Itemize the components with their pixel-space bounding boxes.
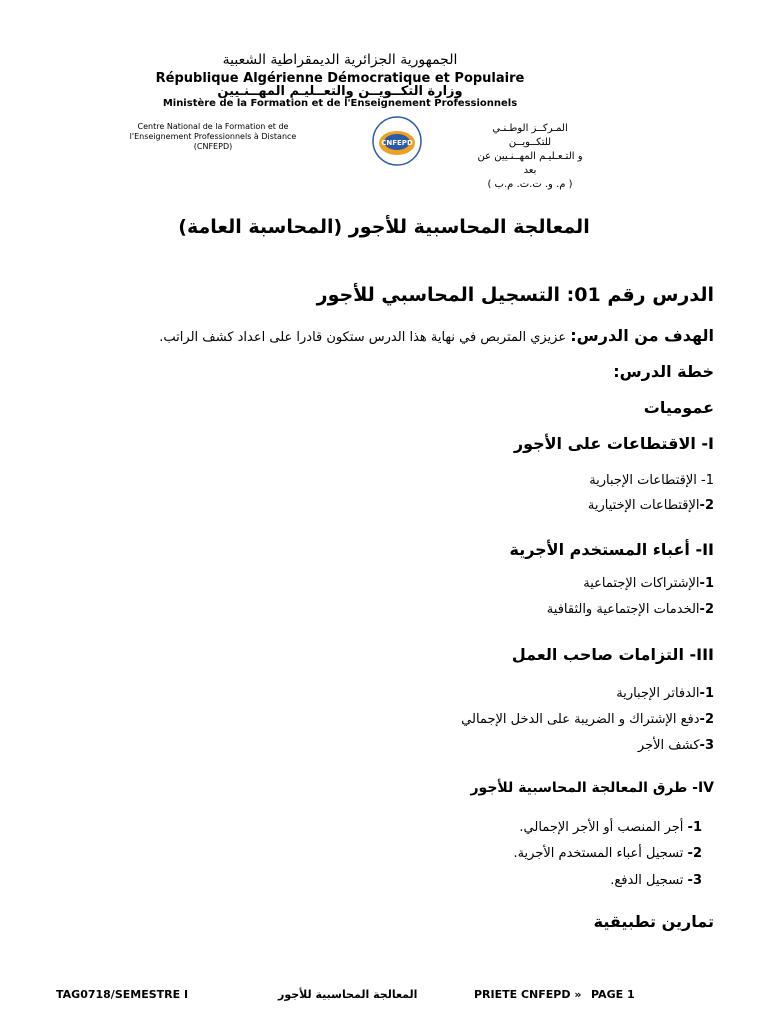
item-text: الإقتطاعات الإجبارية [589, 473, 702, 488]
list-item [461, 712, 714, 727]
centre-name-french [108, 122, 318, 152]
list-item [547, 602, 714, 617]
list-item [610, 873, 702, 888]
section-4-number: IV- [692, 780, 714, 796]
list-item [513, 846, 702, 861]
logo-text: CNFEPD [381, 139, 413, 147]
item-text: أجر المنصب أو الأجر الإجمالي. [519, 820, 688, 835]
list-item [588, 498, 714, 513]
item-number: 3- [699, 738, 714, 753]
objective-text: عزيزي المتربص في نهاية هذا الدرس ستكون قادرا على اعداد كشف الراتب. [159, 330, 571, 345]
section-2-number: II- [695, 540, 714, 559]
item-text: الخدمات الإجتماعية والثقافية [546, 602, 700, 617]
footer-owner: PRIETE CNFEPD » [474, 988, 582, 1001]
list-item [616, 686, 714, 701]
item-number: 2- [699, 602, 714, 617]
section-3-heading [512, 645, 714, 664]
list-item [519, 820, 702, 835]
section-4-title: طرق المعالجة المحاسبية للأجور [470, 780, 693, 796]
section-2-title: أعباء المستخدم الأجرية [509, 540, 696, 559]
item-number: 1- [687, 820, 702, 835]
item-text: تسجيل الدفع. [610, 873, 688, 888]
lesson-objective [159, 326, 714, 345]
item-number: 1- [699, 576, 714, 591]
item-text: كشف الأجر [637, 738, 700, 753]
list-item [583, 576, 714, 591]
footer-page: PAGE 1 [591, 988, 635, 1001]
centre-fr-line-1: Centre National de la Formation et de [137, 122, 289, 131]
list-item [638, 738, 714, 753]
footer-code: TAG0718/SEMESTRE I [56, 988, 189, 1001]
section-3-number: III- [689, 645, 714, 664]
centre-ar-line-3: ( م. و. ت.ت. م.ب ) [487, 179, 573, 190]
centre-ar-line-1: المـركــز الوطـنـي للتكــويــن [492, 123, 568, 148]
item-text: تسجيل أعباء المستخدم الأجرية. [513, 846, 688, 861]
centre-name-arabic [470, 122, 590, 192]
list-item [589, 473, 714, 488]
section-1-heading [514, 434, 714, 453]
centre-ar-line-2: و التـعـليـم المهــنـيين عن بعد [477, 151, 583, 176]
cnfepd-logo [365, 115, 429, 167]
section-1-title: الاقتطاعات على الأجور [513, 434, 702, 453]
exercises-heading: تمارين تطبيقية [593, 912, 714, 931]
item-number: 1- [701, 473, 714, 488]
item-number: 2- [699, 498, 714, 513]
footer-subject: المعالجة المحاسبية للأجور [278, 988, 418, 1001]
section-3-title: التزامات صاحب العمل [511, 645, 690, 664]
centre-fr-line-2: l'Enseignement Professionnels à Distance [129, 132, 297, 141]
item-text: الإقتطاعات الإختيارية [587, 498, 700, 513]
section-2-heading [509, 540, 714, 559]
centre-fr-line-3: (CNFEPD) [193, 142, 233, 151]
item-number: 2- [687, 846, 702, 861]
item-text: الإشتراكات الإجتماعية [583, 576, 700, 591]
plan-label: خطة الدرس: [613, 362, 714, 381]
lesson-title: الدرس رقم 01: التسجيل المحاسبي للأجور [316, 284, 714, 306]
item-text: دفع الإشتراك و الضريبة على الدخل الإجمالي [461, 712, 700, 727]
section-1-number: I- [701, 434, 714, 453]
objective-label: الهدف من الدرس: [570, 326, 714, 345]
republic-arabic: الجمهورية الجزائرية الديمقراطية الشعبية [222, 52, 458, 68]
item-number: 3- [687, 873, 702, 888]
ministry-arabic: وزارة التكــويــن والتعــليـم المهــنـيين [217, 84, 463, 99]
generalities-heading: عموميات [643, 398, 714, 417]
item-number: 1- [699, 686, 714, 701]
section-4-heading [471, 780, 715, 796]
item-text: الدفاتر الإجبارية [616, 686, 700, 701]
ministry-french: Ministère de la Formation et de l'Enseignement Professionnels [162, 98, 518, 109]
republic-french: République Algérienne Démocratique et Populaire [155, 71, 525, 86]
document-title: المعالجة المحاسبية للأجور (المحاسبة العامة) [178, 216, 590, 238]
item-number: 2- [699, 712, 714, 727]
